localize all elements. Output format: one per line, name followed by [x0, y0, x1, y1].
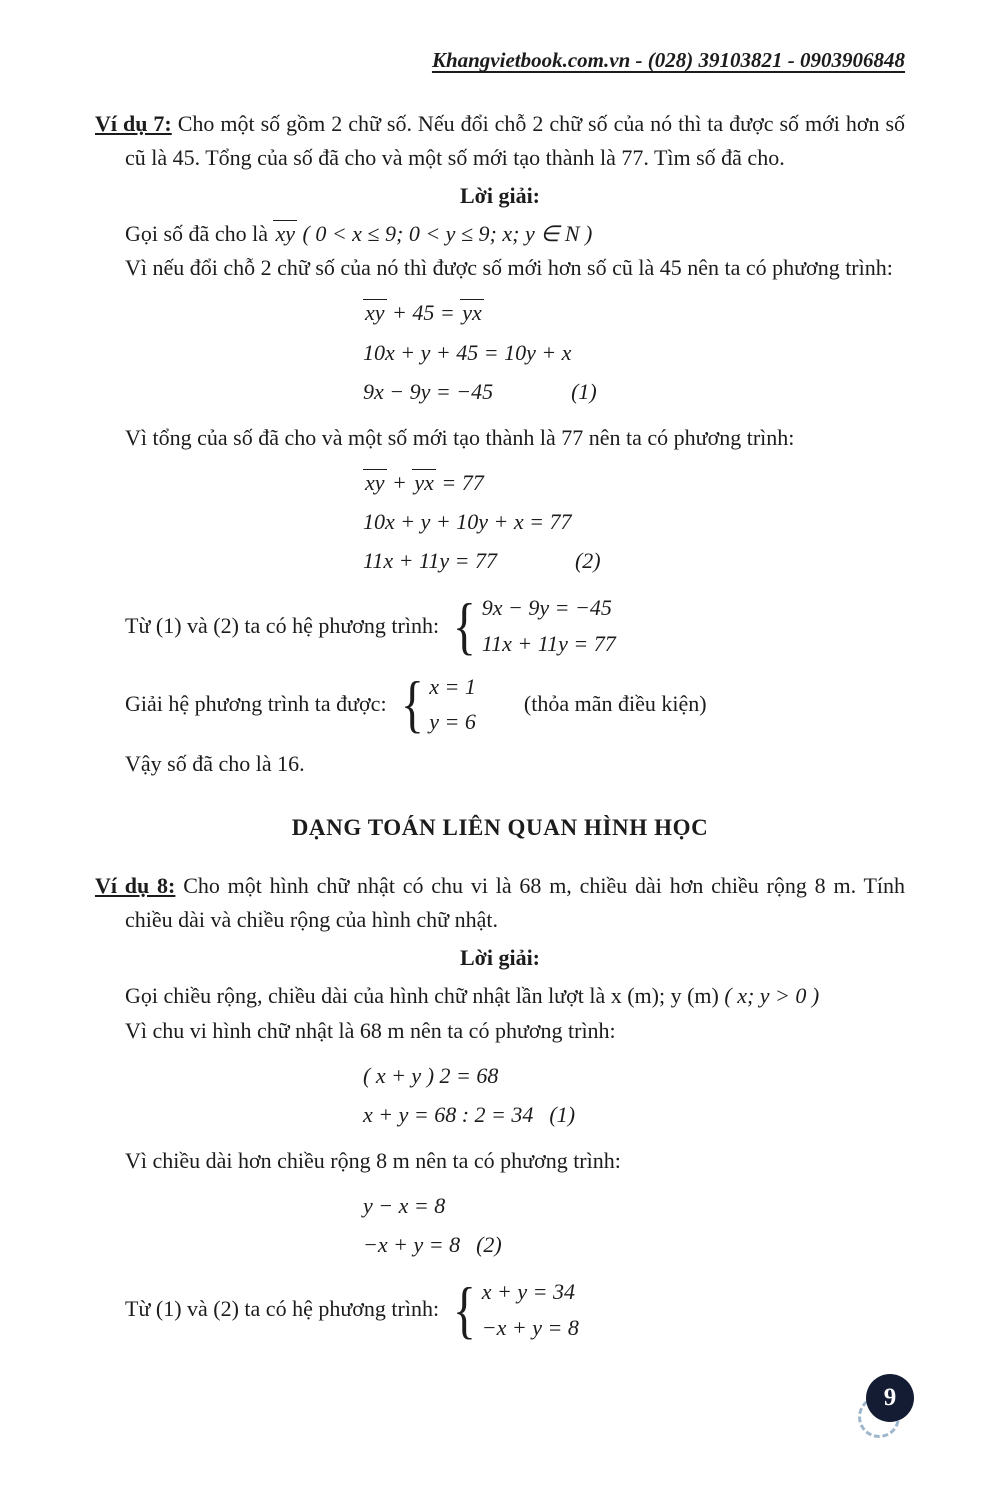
equation: 10x + y + 45 = 10y + x	[363, 339, 572, 365]
system-of-equations	[397, 669, 476, 739]
page-number: 9	[883, 1384, 897, 1411]
equation: 9x − 9y = −45 (1)	[363, 378, 597, 404]
explanation-paragraph: Vì chiều dài hơn chiều rộng 8 m nên ta có phương trình:	[125, 1147, 621, 1173]
equation-number: (2)	[574, 548, 601, 574]
page-number-circle	[866, 1374, 914, 1422]
system-of-equations	[449, 1274, 579, 1344]
section-title: DẠNG TOÁN LIÊN QUAN HÌNH HỌC	[291, 815, 709, 841]
overline-xy: xy	[365, 469, 385, 495]
definition-line-8: Gọi chiều rộng, chiều dài của hình chữ nhật lần lượt là x (m); y (m) ( x; y > 0 )	[125, 983, 820, 1009]
solution-heading-8: Lời giải:	[459, 945, 541, 971]
overline-yx: yx	[462, 300, 482, 326]
overline-yx: yx	[414, 469, 434, 495]
system-row-1	[125, 590, 905, 660]
equation-group-2	[363, 463, 905, 580]
explanation-paragraph: Vì nếu đổi chỗ 2 chữ số của nó thì được số mới hơn số cũ là 45 nên ta có phương trình:	[125, 255, 893, 281]
example-7-label: Ví dụ 7:	[95, 111, 172, 136]
definition-condition: ( x; y > 0 )	[724, 983, 820, 1009]
page-header	[95, 48, 905, 73]
system-line: 11x + 11y = 77	[481, 630, 616, 656]
solution-heading-7: Lời giải:	[459, 183, 541, 209]
equation: xy + 45 = yx	[365, 300, 482, 326]
system-line: x + y = 34	[481, 1279, 576, 1305]
equation: ( x + y ) 2 = 68	[363, 1062, 499, 1088]
explanation-paragraph: Vì chu vi hình chữ nhật là 68 m nên ta có phương trình:	[125, 1017, 616, 1043]
condition-note: (thỏa mãn điều kiện)	[523, 690, 707, 716]
conclusion-line: Vậy số đã cho là 16.	[125, 751, 305, 777]
header-text: Khangvietbook.com.vn - (028) 39103821 - 0903906848	[431, 48, 905, 72]
system-label: Giải hệ phương trình ta được:	[125, 690, 387, 716]
system-row-3	[125, 1274, 905, 1344]
equation: y − x = 8	[363, 1193, 446, 1219]
equation: 11x + 11y = 77 (2)	[363, 548, 601, 574]
explanation-paragraph: Vì tổng của số đã cho và một số mới tạo thành là 77 nên ta có phương trình:	[125, 424, 795, 450]
equation-number: (1)	[571, 378, 597, 404]
system-label: Từ (1) và (2) ta có hệ phương trình:	[125, 612, 440, 638]
equation-group-3	[363, 1056, 905, 1134]
definition-condition: ( 0 < x ≤ 9; 0 < y ≤ 9; x; y ∈ N )	[302, 221, 593, 247]
system-line: x = 1	[429, 673, 476, 699]
overline-xy: xy	[275, 221, 295, 247]
example-8-label: Ví dụ 8:	[95, 873, 176, 899]
equation: 10x + y + 10y + x = 77	[363, 509, 572, 535]
equation: −x + y = 8 (2)	[363, 1232, 502, 1258]
example-8-text: Cho một hình chữ nhật có chu vi là 68 m, chiều dài hơn chiều rộng 8 m. Tính chiều dài và chiều rộng của hình chữ nhật.	[125, 873, 906, 933]
equation: xy + yx = 77	[365, 469, 484, 495]
page-number-badge	[854, 1374, 924, 1444]
equation: x + y = 68 : 2 = 34 (1)	[363, 1101, 576, 1127]
equation-group-4	[363, 1186, 905, 1264]
definition-line-7	[125, 217, 905, 251]
example-7-paragraph	[95, 107, 905, 175]
definition-pre: Gọi số đã cho là	[125, 221, 268, 247]
equation-group-1	[363, 293, 905, 410]
example-8-paragraph	[95, 869, 905, 937]
left-brace: {	[452, 1273, 476, 1345]
equation-number: (1)	[549, 1101, 576, 1127]
left-brace: {	[400, 667, 424, 739]
system-row-2	[125, 669, 905, 739]
example-7-text: Cho một số gồm 2 chữ số. Nếu đổi chỗ 2 chữ số của nó thì ta được số mới hơn số cũ là 45. Tổng của số đã cho và một số mới tạo thành là 77. Tìm số đã cho.	[125, 111, 906, 171]
system-line: −x + y = 8	[481, 1314, 579, 1340]
system-label: Từ (1) và (2) ta có hệ phương trình:	[125, 1296, 440, 1322]
system-line: 9x − 9y = −45	[481, 595, 612, 621]
system-line: y = 6	[429, 708, 476, 734]
left-brace: {	[452, 589, 476, 661]
system-of-equations	[449, 590, 616, 660]
overline-xy: xy	[365, 300, 385, 326]
equation-number: (2)	[476, 1232, 502, 1258]
